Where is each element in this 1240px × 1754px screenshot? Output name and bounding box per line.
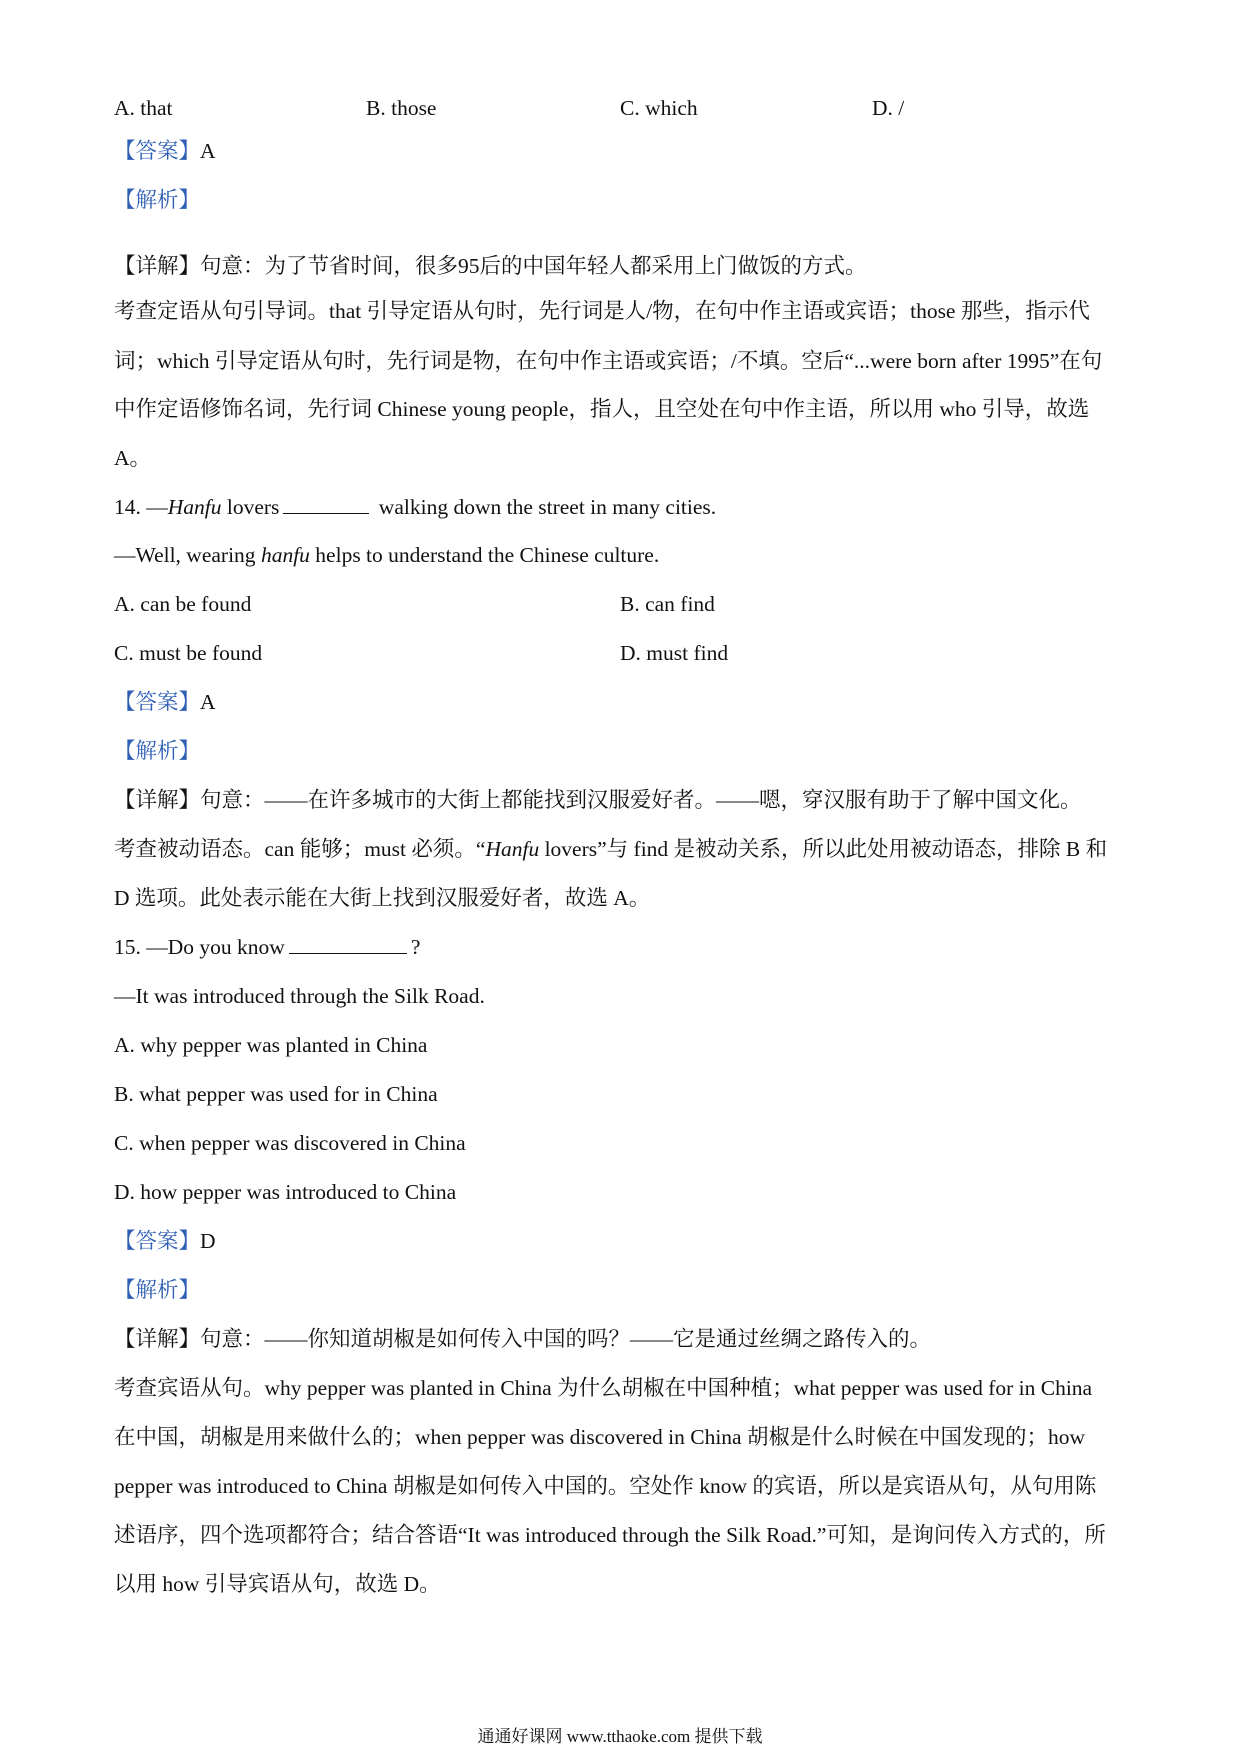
q15-answer xyxy=(114,1226,1128,1256)
q15-option-c: C. when pepper was discovered in China xyxy=(114,1131,466,1155)
q15-stem-prefix: 15. —Do you know xyxy=(114,935,285,959)
q13-detail xyxy=(114,251,1128,281)
q13-analysis xyxy=(114,185,1128,215)
q13-option-a: A. that xyxy=(114,96,173,120)
answer-value: A xyxy=(200,139,216,163)
page-footer: 通通好课网 www.tthaoke.com 提供下载 xyxy=(477,1727,763,1746)
q14-explain-line xyxy=(114,834,1128,864)
detail-label: 【详解】 xyxy=(114,254,201,278)
detail-label: 【详解】 xyxy=(114,1327,201,1351)
q15-explain-line: 述语序，四个选项都符合；结合答语“It was introduced through the Silk Road.”可知，是询问传入方式的，所 xyxy=(114,1523,1106,1547)
answer-blank xyxy=(289,935,407,954)
q15-explain-line: 以用 how 引导宾语从句，故选 D。 xyxy=(114,1572,441,1596)
q13-explain-line: 中作定语修饰名词，先行词 Chinese young people，指人，且空处在句中作主语，所以用 who 引导，故选 xyxy=(114,397,1090,421)
q15-detail xyxy=(114,1324,1128,1354)
q15-stem xyxy=(114,932,1128,962)
answer-tag: 【答案】 xyxy=(114,690,201,714)
answer-value: A xyxy=(200,690,216,714)
q13-answer xyxy=(114,136,1128,166)
q14-reply-suffix: helps to understand the Chinese culture. xyxy=(309,543,660,567)
q14-option-b: B. can find xyxy=(620,592,715,616)
detail-text: 句意：为了节省时间，很多95后的中国年轻人都采用上门做饭的方式。 xyxy=(200,254,867,278)
q13-option-c: C. which xyxy=(620,96,698,120)
q15-explain-line: pepper was introduced to China 胡椒是如何传入中国的。空处作 know 的宾语，所以是宾语从句，从句用陈 xyxy=(114,1474,1097,1498)
q14-explain-line: D 选项。此处表示能在大街上找到汉服爱好者，故选 A。 xyxy=(114,886,651,910)
q13-explain-line: A。 xyxy=(114,446,152,470)
q15-stem-suffix: ? xyxy=(410,935,421,959)
q15-option-b: B. what pepper was used for in China xyxy=(114,1082,438,1106)
q14-reply-prefix: —Well, wearing xyxy=(114,543,261,567)
q13-explain-line: 词；which 引导定语从句时，先行词是物，在句中作主语或宾语；/不填。空后“...were born after 1995”在句 xyxy=(114,349,1103,373)
detail-text: 句意：——你知道胡椒是如何传入中国的吗？——它是通过丝绸之路传入的。 xyxy=(200,1327,932,1351)
q15-explain-line: 在中国，胡椒是用来做什么的；when pepper was discovered in China 胡椒是什么时候在中国发现的；how xyxy=(114,1425,1085,1449)
q15-option-a: A. why pepper was planted in China xyxy=(114,1033,428,1057)
detail-label: 【详解】 xyxy=(114,788,201,812)
q14-analysis xyxy=(114,736,1128,766)
answer-blank xyxy=(283,495,369,514)
q14-explain-prefix: 考查被动语态。can 能够；must 必须。“ xyxy=(114,837,486,861)
q14-option-d: D. must find xyxy=(620,641,729,665)
answer-tag: 【答案】 xyxy=(114,139,201,163)
q14-reply-italic: hanfu xyxy=(260,543,310,567)
q14-detail xyxy=(114,785,1128,815)
q14-reply xyxy=(114,540,1128,570)
q14-option-a: A. can be found xyxy=(114,592,252,616)
q14-stem xyxy=(114,492,1128,522)
q14-stem-prefix: 14. — xyxy=(114,495,168,519)
q14-explain-italic: Hanfu xyxy=(485,837,540,861)
q14-stem-italic: Hanfu xyxy=(167,495,222,519)
analysis-tag: 【解析】 xyxy=(114,739,201,763)
q15-reply: —It was introduced through the Silk Road. xyxy=(114,984,485,1008)
answer-value: D xyxy=(200,1229,216,1253)
q15-option-d: D. how pepper was introduced to China xyxy=(114,1180,457,1204)
q14-answer xyxy=(114,687,1128,717)
q13-explain-line: 考查定语从句引导词。that 引导定语从句时，先行词是人/物，在句中作主语或宾语；those 那些，指示代 xyxy=(114,299,1090,323)
q14-stem-mid: lovers xyxy=(221,495,280,519)
q13-option-b: B. those xyxy=(366,96,437,120)
q15-analysis xyxy=(114,1275,1128,1305)
q14-stem-suffix: walking down the street in many cities. xyxy=(373,495,717,519)
detail-text: 句意：——在许多城市的大街上都能找到汉服爱好者。——嗯，穿汉服有助于了解中国文化。 xyxy=(200,788,1082,812)
q15-explain-line: 考查宾语从句。why pepper was planted in China 为什么胡椒在中国种植；what pepper was used for in China xyxy=(114,1376,1093,1400)
q13-option-d: D. / xyxy=(872,96,905,120)
answer-tag: 【答案】 xyxy=(114,1229,201,1253)
analysis-tag: 【解析】 xyxy=(114,1278,201,1302)
q14-explain-suffix: lovers”与 find 是被动关系，所以此处用被动语态，排除 B 和 xyxy=(539,837,1108,861)
q14-option-c: C. must be found xyxy=(114,641,263,665)
analysis-tag: 【解析】 xyxy=(114,188,201,212)
